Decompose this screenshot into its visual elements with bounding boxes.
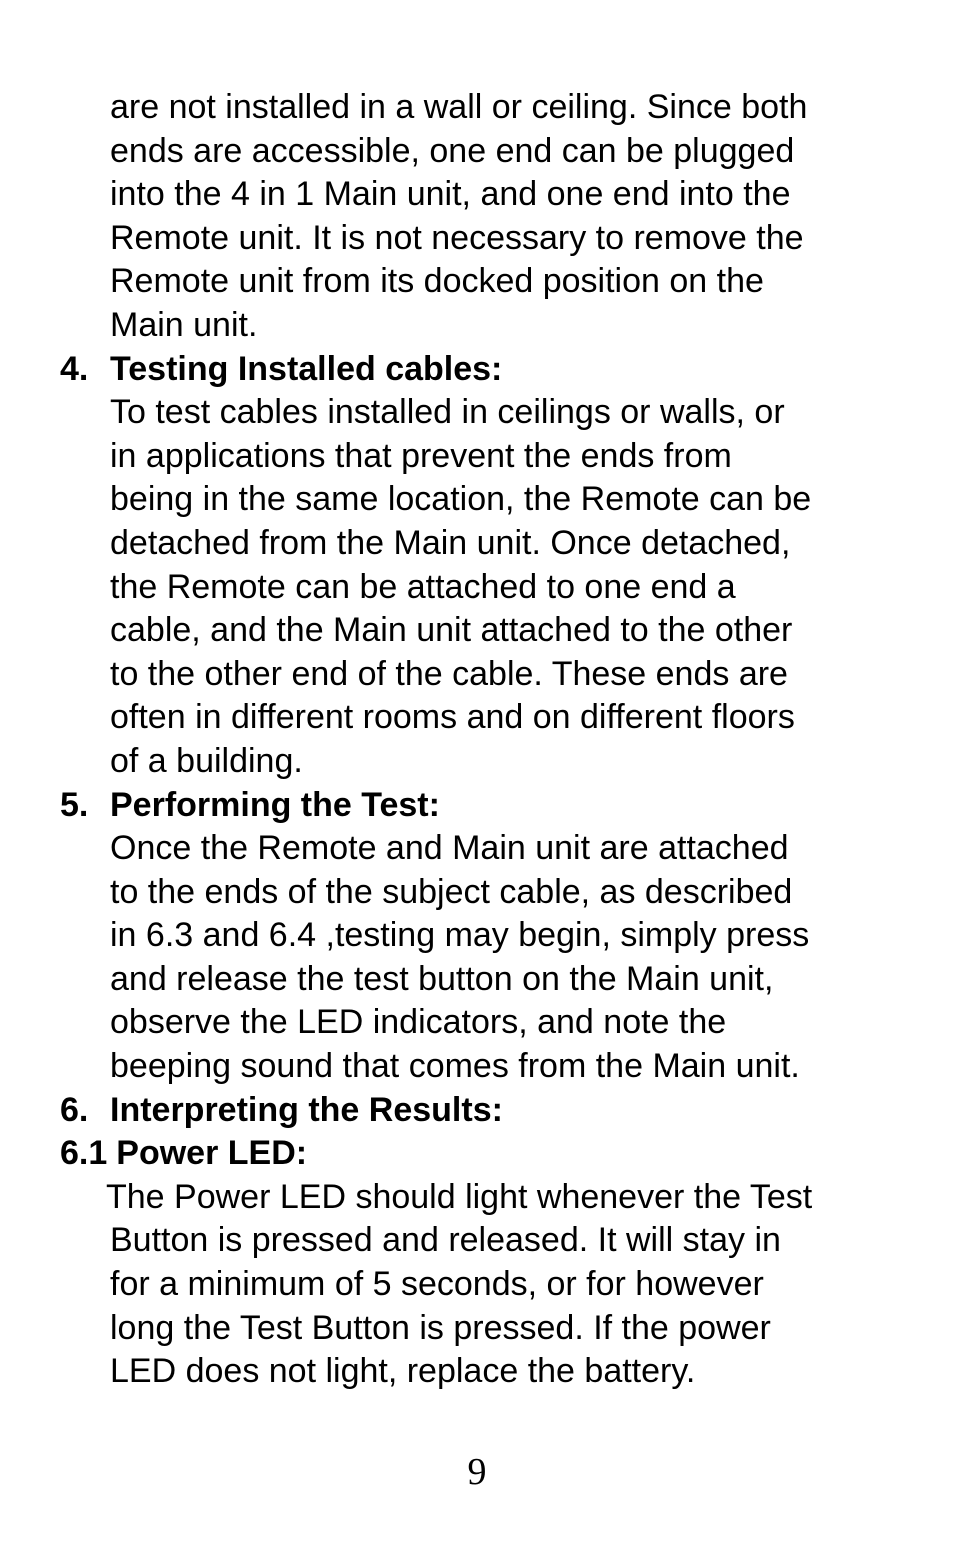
section-number: 5. [60,785,89,824]
page-body [60,86,910,1394]
text-line: Button is pressed and released. It will stay in [110,1221,781,1260]
text-line: into the 4 in 1 Main unit, and one end into the [110,175,791,214]
text-line: often in different rooms and on different floors [110,698,795,737]
text-line: Main unit. [110,305,258,344]
text-line: to the other end of the cable. These ends are [110,654,788,693]
text-line: and release the test button on the Main unit, [110,959,774,998]
section-5-paragraph [60,827,910,1089]
text-line: in applications that prevent the ends from [110,436,732,475]
text-line: to the ends of the subject cable, as described [110,872,793,911]
text-line: detached from the Main unit. Once detached, [110,523,791,562]
text-line: Remote unit. It is not necessary to remove the [110,218,804,257]
section-number: 4. [60,349,89,388]
text-line: observe the LED indicators, and note the [110,1003,727,1042]
text-line: for a minimum of 5 seconds, or for however [110,1265,764,1304]
text-line: cable, and the Main unit attached to the other [110,611,793,650]
text-line: To test cables installed in ceilings or walls, or [110,393,785,432]
text-line: beeping sound that comes from the Main unit. [110,1047,800,1086]
text-line: The Power LED should light whenever the Test [106,1177,813,1216]
intro-paragraph [60,86,910,348]
page-number: 9 [467,1451,487,1493]
section-title: Performing the Test: [110,785,440,824]
section-title: Testing Installed cables: [110,349,503,388]
section-6-heading [60,1089,910,1133]
section-4-paragraph [60,391,910,783]
section-5-heading [60,784,910,828]
section-4-heading [60,348,910,392]
section-title: Interpreting the Results: [110,1090,503,1129]
section-title: Power LED: [116,1134,308,1173]
section-number: 6.1 [60,1134,108,1173]
text-line: LED does not light, replace the battery. [110,1352,696,1391]
section-number: 6. [60,1090,89,1129]
section-6-1-heading [60,1132,910,1176]
text-line: Once the Remote and Main unit are attached [110,829,789,868]
text-line: of a building. [110,741,303,780]
text-line: in 6.3 and 6.4 ,testing may begin, simply press [110,916,810,955]
text-line: being in the same location, the Remote can be [110,480,812,519]
section-6-1-paragraph [60,1176,910,1394]
text-line: long the Test Button is pressed. If the power [110,1308,771,1347]
text-line: Remote unit from its docked position on the [110,262,764,301]
text-line: are not installed in a wall or ceiling. Since both [110,88,808,126]
text-line: ends are accessible, one end can be plugged [110,131,795,170]
text-line: the Remote can be attached to one end a [110,567,736,606]
